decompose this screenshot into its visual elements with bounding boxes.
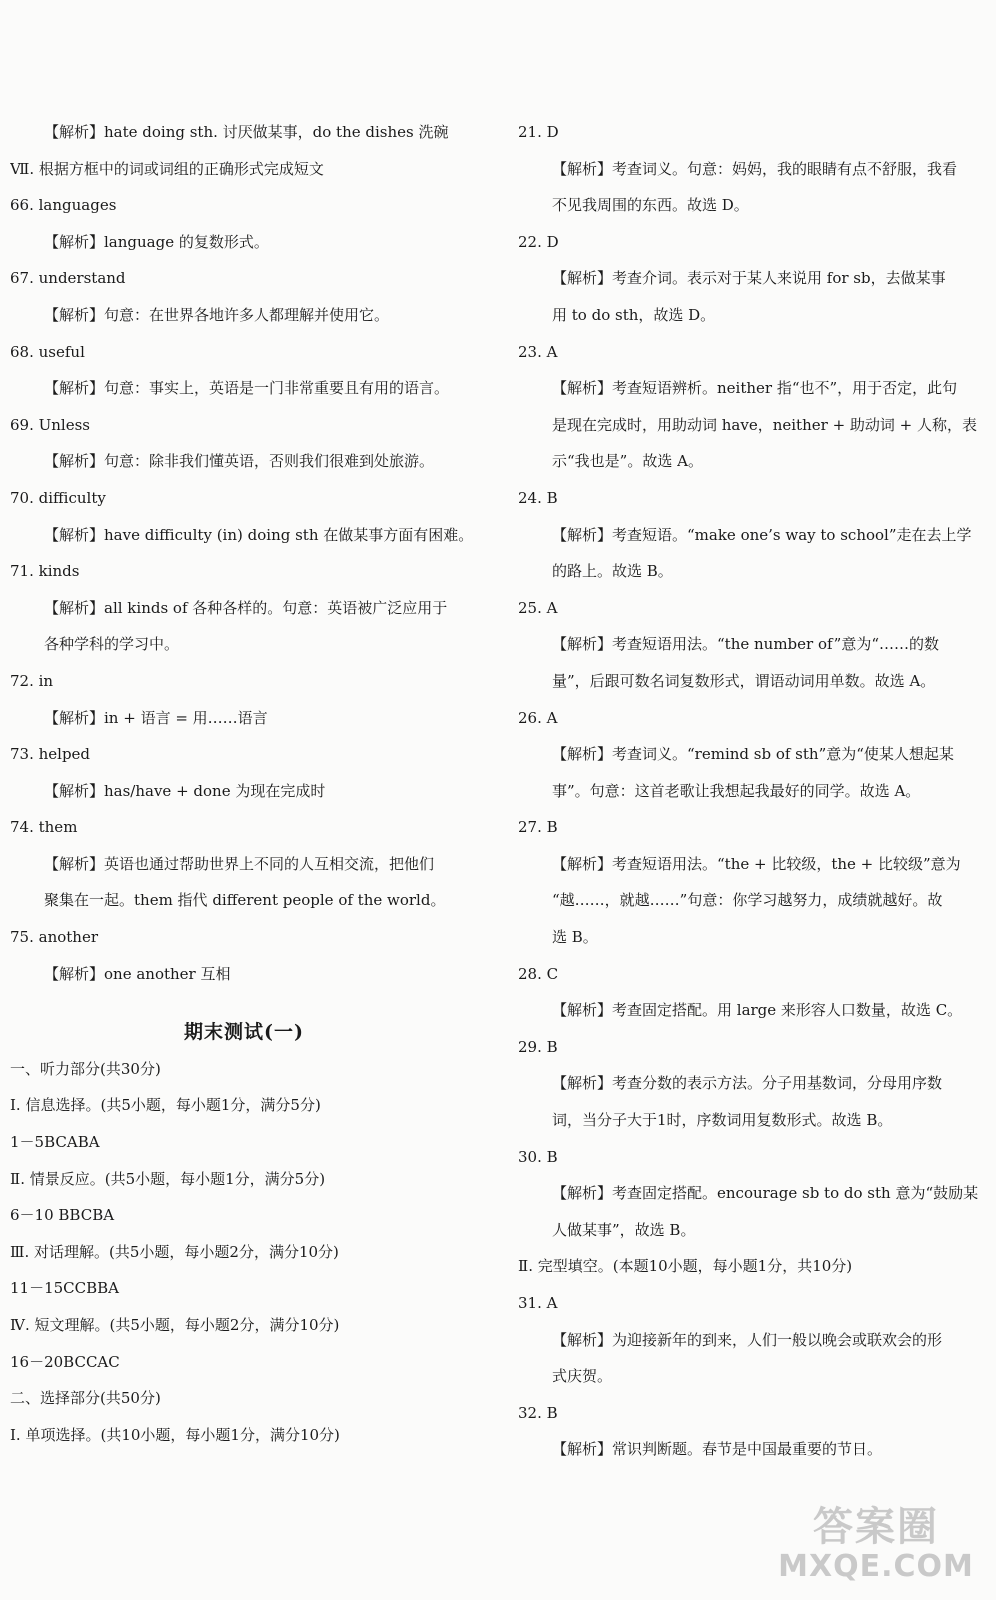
explanation-line: 的路上。故选 B。 bbox=[552, 562, 673, 581]
answer-line: 67. understand bbox=[10, 269, 126, 288]
answer-line: Ⅱ. 完型填空。(本题10小题，每小题1分，共10分) bbox=[518, 1257, 853, 1276]
explanation-line: “越……，就越……”句意：你学习越努力，成绩就越好。故 bbox=[552, 891, 943, 910]
answer-line: 28. C bbox=[518, 964, 559, 983]
answer-line: Ⅰ. 单项选择。(共10小题，每小题1分，满分10分) bbox=[10, 1425, 340, 1444]
explanation-line: 量”，后跟可数名词复数形式，谓语动词用单数。故选 A。 bbox=[552, 671, 936, 690]
answer-line: 70. difficulty bbox=[10, 488, 106, 507]
explanation-line: 【解析】has/have + done 为现在完成时 bbox=[44, 781, 326, 800]
site-watermark bbox=[778, 1504, 974, 1592]
explanation-line: 选 B。 bbox=[552, 928, 598, 947]
explanation-line: 【解析】常识判断题。春节是中国最重要的节日。 bbox=[552, 1440, 883, 1459]
explanation-line: 【解析】hate doing sth. 讨厌做某事，do the dishes 洗碗 bbox=[44, 123, 449, 141]
explanation-line: 聚集在一起。them 指代 different people of the world。 bbox=[44, 891, 446, 910]
section-heading: 期末测试(一) bbox=[184, 1021, 304, 1044]
explanation-line: 【解析】考查短语。“make one’s way to school”走在去上学 bbox=[552, 525, 972, 544]
answer-line: 27. B bbox=[518, 818, 558, 837]
answer-line: Ⅱ. 情景反应。(共5小题，每小题1分，满分5分) bbox=[10, 1169, 326, 1188]
answer-line: 31. A bbox=[518, 1294, 558, 1312]
answer-line: Ⅰ. 信息选择。(共5小题，每小题1分，满分5分) bbox=[10, 1096, 321, 1115]
explanation-line: 【解析】为迎接新年的到来，人们一般以晚会或联欢会的形 bbox=[552, 1330, 943, 1349]
explanation-line: 【解析】have difficulty (in) doing sth 在做某事方面有困难。 bbox=[44, 525, 474, 544]
answer-line: 24. B bbox=[518, 488, 558, 507]
right-column bbox=[518, 114, 990, 1468]
right-answer-lines bbox=[518, 114, 990, 1468]
explanation-line: 式庆贺。 bbox=[552, 1367, 613, 1386]
explanation-line: 【解析】all kinds of 各种各样的。句意：英语被广泛应用于 bbox=[44, 598, 448, 617]
explanation-line: 【解析】句意：事实上，英语是一门非常重要且有用的语言。 bbox=[44, 379, 450, 398]
explanation-line: 【解析】句意：在世界各地许多人都理解并使用它。 bbox=[44, 305, 390, 324]
answer-line: 25. A bbox=[518, 598, 558, 617]
explanation-line: 【解析】考查短语用法。“the + 比较级，the + 比较级”意为 bbox=[552, 854, 961, 873]
explanation-line: 事”。句意：这首老歌让我想起我最好的同学。故选 A。 bbox=[552, 781, 921, 800]
answer-line: 72. in bbox=[10, 671, 54, 690]
answer-line: 二、选择部分(共50分) bbox=[10, 1389, 161, 1408]
explanation-line: 用 to do sth，故选 D。 bbox=[552, 305, 716, 324]
section-gap bbox=[10, 992, 478, 1014]
watermark-url: MXQE.COM bbox=[778, 1549, 974, 1584]
explanation-line: 【解析】英语也通过帮助世界上不同的人互相交流，把他们 bbox=[44, 854, 435, 873]
explanation-line: 【解析】句意：除非我们懂英语，否则我们很难到处旅游。 bbox=[44, 452, 435, 471]
explanation-line: 不见我周围的东西。故选 D。 bbox=[552, 196, 749, 215]
explanation-line: 词，当分子大于1时，序数词用复数形式。故选 B。 bbox=[552, 1111, 893, 1130]
explanation-line: 【解析】考查固定搭配。用 large 来形容人口数量，故选 C。 bbox=[552, 1001, 963, 1020]
left-answer-lines bbox=[10, 114, 478, 992]
answer-line: 69. Unless bbox=[10, 415, 90, 434]
explanation-line: 【解析】考查词义。句意：妈妈，我的眼睛有点不舒服，我看 bbox=[552, 159, 958, 178]
explanation-line: 示“我也是”。故选 A。 bbox=[552, 452, 703, 471]
answer-line: Ⅳ. 短文理解。(共5小题，每小题2分，满分10分) bbox=[10, 1316, 340, 1334]
explanation-line: 【解析】考查短语辨析。neither 指“也不”，用于否定，此句 bbox=[552, 379, 958, 398]
answer-line: 66. languages bbox=[10, 196, 117, 215]
answer-line: 一、听力部分(共30分) bbox=[10, 1059, 161, 1078]
answer-line: 21. D bbox=[518, 123, 559, 141]
explanation-line: 【解析】language 的复数形式。 bbox=[44, 232, 269, 251]
answer-line: Ⅶ. 根据方框中的词或词组的正确形式完成短文 bbox=[10, 159, 324, 178]
explanation-line: 【解析】考查短语用法。“the number of”意为“……的数 bbox=[552, 635, 939, 654]
explanation-line: 【解析】考查介词。表示对于某人来说用 for sb，去做某事 bbox=[552, 269, 946, 288]
answer-line: 6－10 BBCBA bbox=[10, 1206, 115, 1225]
answer-line: 30. B bbox=[518, 1147, 558, 1166]
left-column bbox=[10, 114, 478, 1453]
explanation-line: 【解析】考查词义。“remind sb of sth”意为“使某人想起某 bbox=[552, 745, 954, 764]
answer-line: 29. B bbox=[518, 1037, 558, 1056]
final-test-lines bbox=[10, 1051, 478, 1454]
answer-line: 1－5BCABA bbox=[10, 1133, 100, 1152]
answer-line: 73. helped bbox=[10, 745, 91, 764]
answer-line: 75. another bbox=[10, 928, 98, 947]
answer-line: 11－15CCBBA bbox=[10, 1279, 120, 1298]
answer-line: Ⅲ. 对话理解。(共5小题，每小题2分，满分10分) bbox=[10, 1242, 339, 1261]
answer-line: 16－20BCCAC bbox=[10, 1352, 120, 1371]
explanation-line: 【解析】in + 语言 = 用……语言 bbox=[44, 708, 268, 727]
watermark-logo-text: 答案圈 bbox=[813, 1504, 939, 1550]
answer-line: 32. B bbox=[518, 1403, 558, 1422]
answer-line: 22. D bbox=[518, 232, 559, 251]
explanation-line: 是现在完成时，用助动词 have，neither + 助动词 + 人称，表 bbox=[552, 415, 978, 434]
answer-line: 74. them bbox=[10, 818, 78, 837]
explanation-line: 人做某事”，故选 B。 bbox=[552, 1220, 696, 1239]
answer-line: 68. useful bbox=[10, 342, 85, 361]
explanation-line: 各种学科的学习中。 bbox=[44, 635, 180, 654]
answer-line: 71. kinds bbox=[10, 562, 80, 581]
explanation-line: 【解析】one another 互相 bbox=[44, 964, 231, 983]
answer-line: 26. A bbox=[518, 708, 558, 727]
explanation-line: 【解析】考查固定搭配。encourage sb to do sth 意为“鼓励某 bbox=[552, 1184, 979, 1203]
answer-line: 23. A bbox=[518, 342, 558, 361]
explanation-line: 【解析】考查分数的表示方法。分子用基数词，分母用序数 bbox=[552, 1074, 943, 1093]
